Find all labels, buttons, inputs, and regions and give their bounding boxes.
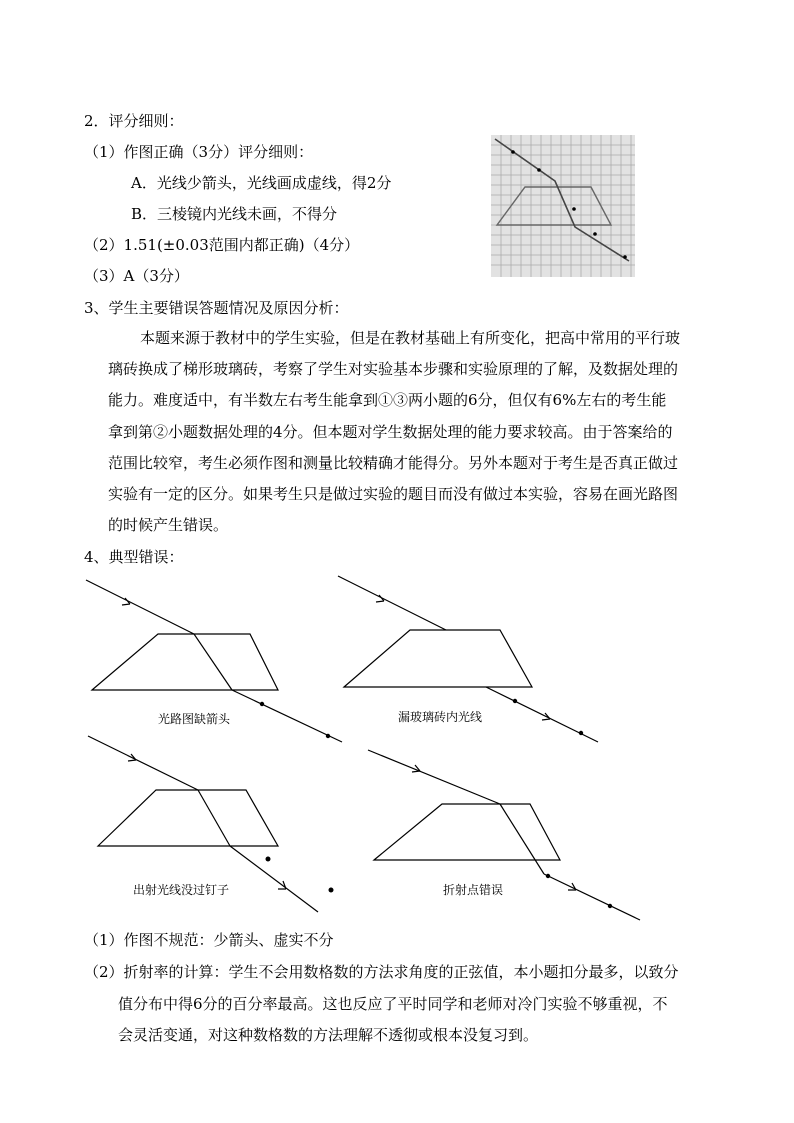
analysis-line: 拿到第②小题数据处理的4分。但本题对学生数据处理的能力要求较高。由于答案给的	[108, 423, 673, 441]
error-diagram-wrong-refraction-point	[366, 748, 646, 928]
analysis-line: 璃砖换成了梯形玻璃砖，考察了学生对实验基本步骤和实验原理的了解，及数据处理的	[108, 360, 679, 378]
section4-heading: 4、典型错误：	[84, 548, 184, 566]
scoring-item-1b: B．三棱镜内光线未画，不得分	[131, 205, 338, 223]
grid-answer-figure	[491, 135, 635, 277]
scoring-item-1a: A．光线少箭头，光线画成虚线，得2分	[131, 174, 392, 192]
caption-missing-arrows: 光路图缺箭头	[158, 712, 231, 726]
caption-wrong-refraction-point: 折射点错误	[443, 883, 504, 897]
conclusion-item-1: （1）作图不规范：少箭头、虚实不分	[84, 931, 334, 949]
scoring-item-2: （2）1.51(±0.03范围内都正确)（4分）	[84, 236, 360, 254]
caption-missing-inner-ray: 漏玻璃砖内光线	[398, 710, 483, 724]
analysis-line: 能力。难度适中，有半数左右考生能拿到①③两小题的6分，但仅有6%左右的考生能	[108, 391, 667, 409]
caption-exit-ray-misses-pins: 出射光线没过钉子	[133, 883, 230, 897]
scoring-item-3: （3）A（3分）	[84, 267, 189, 285]
analysis-line: 的时候产生错误。	[108, 516, 229, 534]
section2-heading: 2．评分细则：	[84, 112, 184, 130]
analysis-line: 本题来源于教材中的学生实验，但是在教材基础上有所变化，把高中常用的平行玻	[140, 329, 681, 347]
conclusion-item-2: 值分布中得6分的百分率最高。这也反应了平时同学和老师对冷门实验不够重视，不	[118, 995, 668, 1013]
analysis-line: 实验有一定的区分。如果考生只是做过实验的题目而没有做过本实验，容易在画光路图	[108, 485, 679, 503]
section3-heading: 3、学生主要错误答题情况及原因分析：	[84, 299, 349, 317]
analysis-line: 范围比较窄，考生必须作图和测量比较精确才能得分。另外本题对于考生是否真正做过	[108, 454, 679, 472]
conclusion-item-2: （2）折射率的计算：学生不会用数格数的方法求角度的正弦值，本小题扣分最多，以致分	[84, 963, 679, 981]
conclusion-item-2: 会灵活变通，对这种数格数的方法理解不透彻或根本没复习到。	[118, 1026, 539, 1044]
scoring-item-1: （1）作图正确（3分）评分细则：	[84, 143, 314, 161]
